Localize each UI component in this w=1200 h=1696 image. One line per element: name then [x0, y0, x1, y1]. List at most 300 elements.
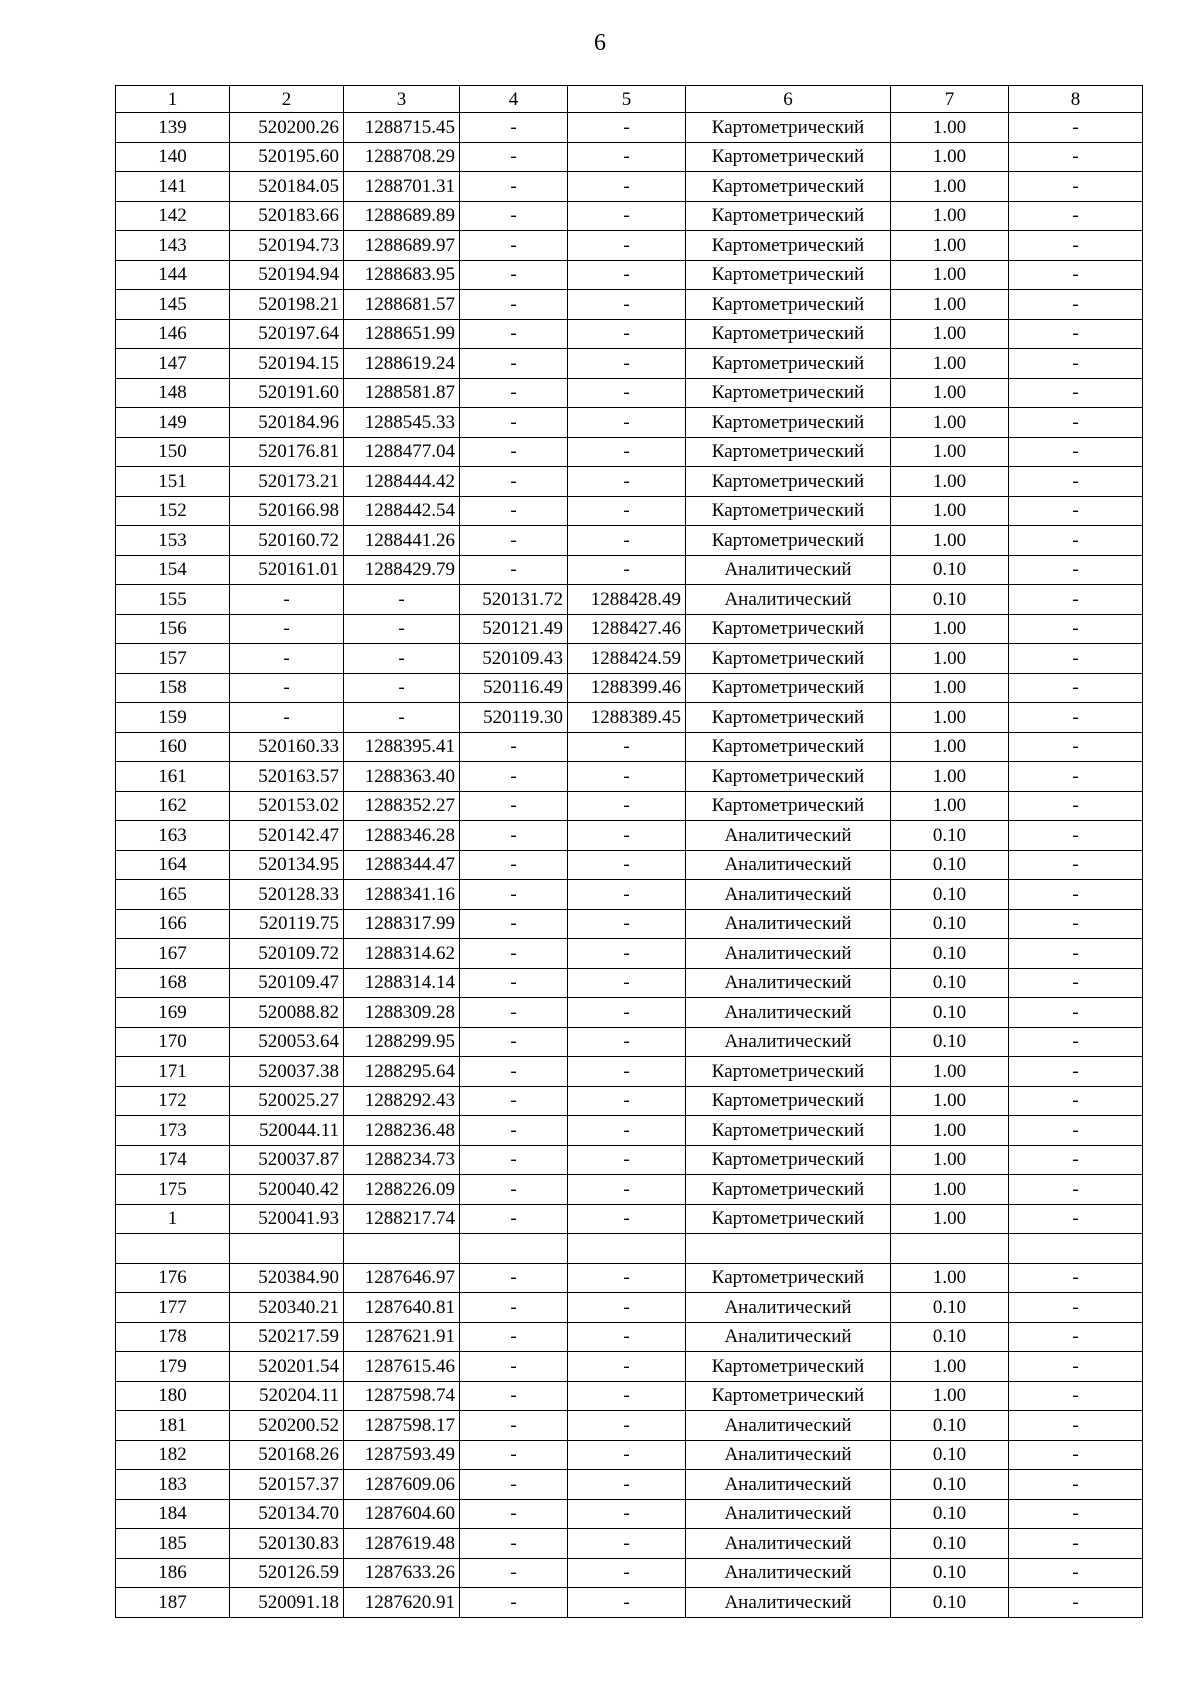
accuracy-cell: 1.00: [891, 319, 1009, 349]
y-coord-cell: 1288708.29: [344, 142, 460, 172]
description-cell: [1009, 1234, 1143, 1264]
new-y-coord-cell: -: [568, 496, 686, 526]
new-y-coord-cell: -: [568, 1588, 686, 1618]
x-coord-cell: 520166.98: [230, 496, 344, 526]
point-number-cell: 156: [116, 614, 230, 644]
point-number-cell: 183: [116, 1470, 230, 1500]
accuracy-cell: 0.10: [891, 555, 1009, 585]
y-coord-cell: 1288651.99: [344, 319, 460, 349]
description-cell: -: [1009, 142, 1143, 172]
method-cell: Аналитический: [686, 585, 891, 615]
description-cell: -: [1009, 1381, 1143, 1411]
accuracy-cell: 1.00: [891, 1381, 1009, 1411]
new-x-coord-cell: -: [460, 201, 568, 231]
new-x-coord-cell: -: [460, 172, 568, 202]
y-coord-cell: 1287620.91: [344, 1588, 460, 1618]
x-coord-cell: 520340.21: [230, 1293, 344, 1323]
new-x-coord-cell: -: [460, 496, 568, 526]
point-number-cell: 169: [116, 998, 230, 1028]
x-coord-cell: 520119.75: [230, 909, 344, 939]
accuracy-cell: 1.00: [891, 260, 1009, 290]
method-cell: Аналитический: [686, 1470, 891, 1500]
y-coord-cell: 1288341.16: [344, 880, 460, 910]
y-coord-cell: 1287633.26: [344, 1558, 460, 1588]
method-cell: Картометрический: [686, 319, 891, 349]
new-x-coord-cell: -: [460, 1116, 568, 1146]
point-number-cell: 140: [116, 142, 230, 172]
table-row: [116, 1145, 1143, 1175]
new-x-coord-cell: -: [460, 142, 568, 172]
accuracy-cell: 1.00: [891, 1057, 1009, 1087]
description-cell: -: [1009, 1352, 1143, 1382]
description-cell: -: [1009, 1057, 1143, 1087]
new-y-coord-cell: -: [568, 762, 686, 792]
description-cell: -: [1009, 1145, 1143, 1175]
new-x-coord-cell: -: [460, 939, 568, 969]
method-cell: Картометрический: [686, 437, 891, 467]
point-number-cell: [116, 1234, 230, 1264]
new-y-coord-cell: -: [568, 526, 686, 556]
accuracy-cell: 1.00: [891, 496, 1009, 526]
new-x-coord-cell: -: [460, 968, 568, 998]
accuracy-cell: 1.00: [891, 673, 1009, 703]
point-number-cell: 151: [116, 467, 230, 497]
description-cell: -: [1009, 1116, 1143, 1146]
new-x-coord-cell: -: [460, 437, 568, 467]
point-number-cell: 170: [116, 1027, 230, 1057]
new-x-coord-cell: 520109.43: [460, 644, 568, 674]
accuracy-cell: 0.10: [891, 1027, 1009, 1057]
new-x-coord-cell: -: [460, 909, 568, 939]
y-coord-cell: 1287598.17: [344, 1411, 460, 1441]
point-number-cell: 139: [116, 113, 230, 143]
description-cell: -: [1009, 378, 1143, 408]
y-coord-cell: 1288395.41: [344, 732, 460, 762]
description-cell: -: [1009, 526, 1143, 556]
x-coord-cell: 520195.60: [230, 142, 344, 172]
y-coord-cell: 1288363.40: [344, 762, 460, 792]
new-y-coord-cell: [568, 1234, 686, 1264]
method-cell: Аналитический: [686, 1411, 891, 1441]
y-coord-cell: -: [344, 585, 460, 615]
accuracy-cell: 1.00: [891, 201, 1009, 231]
y-coord-cell: 1288701.31: [344, 172, 460, 202]
column-header: 2: [230, 86, 344, 113]
method-cell: Аналитический: [686, 1499, 891, 1529]
new-x-coord-cell: -: [460, 1411, 568, 1441]
y-coord-cell: 1288314.14: [344, 968, 460, 998]
point-number-cell: 155: [116, 585, 230, 615]
point-number-cell: 187: [116, 1588, 230, 1618]
method-cell: Аналитический: [686, 998, 891, 1028]
new-x-coord-cell: -: [460, 850, 568, 880]
new-x-coord-cell: -: [460, 319, 568, 349]
method-cell: Аналитический: [686, 850, 891, 880]
point-number-cell: 1: [116, 1204, 230, 1234]
table-row: [116, 437, 1143, 467]
y-coord-cell: 1288545.33: [344, 408, 460, 438]
description-cell: -: [1009, 1027, 1143, 1057]
new-x-coord-cell: -: [460, 1086, 568, 1116]
description-cell: -: [1009, 467, 1143, 497]
x-coord-cell: 520040.42: [230, 1175, 344, 1205]
method-cell: Картометрический: [686, 1145, 891, 1175]
description-cell: -: [1009, 437, 1143, 467]
new-y-coord-cell: -: [568, 1027, 686, 1057]
new-x-coord-cell: -: [460, 526, 568, 556]
x-coord-cell: 520091.18: [230, 1588, 344, 1618]
method-cell: Аналитический: [686, 880, 891, 910]
point-number-cell: 168: [116, 968, 230, 998]
new-y-coord-cell: -: [568, 260, 686, 290]
y-coord-cell: 1288683.95: [344, 260, 460, 290]
point-number-cell: 149: [116, 408, 230, 438]
new-y-coord-cell: -: [568, 1263, 686, 1293]
table-row: [116, 1263, 1143, 1293]
x-coord-cell: 520384.90: [230, 1263, 344, 1293]
accuracy-cell: 0.10: [891, 1322, 1009, 1352]
x-coord-cell: 520197.64: [230, 319, 344, 349]
y-coord-cell: 1288441.26: [344, 526, 460, 556]
y-coord-cell: 1288689.89: [344, 201, 460, 231]
point-number-cell: 186: [116, 1558, 230, 1588]
method-cell: Картометрический: [686, 231, 891, 261]
x-coord-cell: 520163.57: [230, 762, 344, 792]
new-y-coord-cell: -: [568, 909, 686, 939]
point-number-cell: 179: [116, 1352, 230, 1382]
description-cell: -: [1009, 349, 1143, 379]
new-x-coord-cell: -: [460, 1499, 568, 1529]
x-coord-cell: 520194.73: [230, 231, 344, 261]
accuracy-cell: 0.10: [891, 939, 1009, 969]
method-cell: Картометрический: [686, 1086, 891, 1116]
new-y-coord-cell: 1288427.46: [568, 614, 686, 644]
accuracy-cell: 0.10: [891, 880, 1009, 910]
accuracy-cell: 1.00: [891, 1175, 1009, 1205]
table-row: [116, 290, 1143, 320]
new-x-coord-cell: -: [460, 408, 568, 438]
method-cell: Аналитический: [686, 1322, 891, 1352]
point-number-cell: 161: [116, 762, 230, 792]
point-number-cell: 174: [116, 1145, 230, 1175]
x-coord-cell: 520044.11: [230, 1116, 344, 1146]
x-coord-cell: 520088.82: [230, 998, 344, 1028]
point-number-cell: 178: [116, 1322, 230, 1352]
table-row: [116, 1558, 1143, 1588]
new-y-coord-cell: -: [568, 1322, 686, 1352]
description-cell: -: [1009, 1263, 1143, 1293]
method-cell: Аналитический: [686, 1027, 891, 1057]
y-coord-cell: 1288299.95: [344, 1027, 460, 1057]
new-x-coord-cell: -: [460, 1440, 568, 1470]
new-y-coord-cell: -: [568, 408, 686, 438]
table-row: [116, 1470, 1143, 1500]
new-x-coord-cell: -: [460, 791, 568, 821]
point-number-cell: 182: [116, 1440, 230, 1470]
method-cell: Картометрический: [686, 378, 891, 408]
method-cell: Картометрический: [686, 142, 891, 172]
method-cell: Аналитический: [686, 1293, 891, 1323]
y-coord-cell: 1287621.91: [344, 1322, 460, 1352]
method-cell: [686, 1234, 891, 1264]
method-cell: Картометрический: [686, 201, 891, 231]
table-row: [116, 1440, 1143, 1470]
method-cell: Картометрический: [686, 1175, 891, 1205]
method-cell: Картометрический: [686, 1352, 891, 1382]
new-x-coord-cell: -: [460, 231, 568, 261]
y-coord-cell: 1287640.81: [344, 1293, 460, 1323]
new-y-coord-cell: 1288424.59: [568, 644, 686, 674]
accuracy-cell: 0.10: [891, 1411, 1009, 1441]
accuracy-cell: 1.00: [891, 437, 1009, 467]
point-number-cell: 176: [116, 1263, 230, 1293]
table-row: [116, 496, 1143, 526]
point-number-cell: 147: [116, 349, 230, 379]
x-coord-cell: 520204.11: [230, 1381, 344, 1411]
method-cell: Аналитический: [686, 1558, 891, 1588]
new-x-coord-cell: [460, 1234, 568, 1264]
method-cell: Картометрический: [686, 1116, 891, 1146]
x-coord-cell: 520184.05: [230, 172, 344, 202]
new-x-coord-cell: -: [460, 1204, 568, 1234]
x-coord-cell: 520184.96: [230, 408, 344, 438]
new-y-coord-cell: -: [568, 791, 686, 821]
method-cell: Картометрический: [686, 703, 891, 733]
y-coord-cell: 1288442.54: [344, 496, 460, 526]
new-x-coord-cell: 520119.30: [460, 703, 568, 733]
new-y-coord-cell: -: [568, 1204, 686, 1234]
new-x-coord-cell: -: [460, 349, 568, 379]
new-y-coord-cell: -: [568, 201, 686, 231]
new-y-coord-cell: -: [568, 378, 686, 408]
new-y-coord-cell: -: [568, 968, 686, 998]
table-row: [116, 909, 1143, 939]
new-x-coord-cell: -: [460, 1293, 568, 1323]
accuracy-cell: 1.00: [891, 113, 1009, 143]
point-number-cell: 148: [116, 378, 230, 408]
new-x-coord-cell: -: [460, 467, 568, 497]
description-cell: -: [1009, 1322, 1143, 1352]
y-coord-cell: 1288619.24: [344, 349, 460, 379]
table-row: [116, 1175, 1143, 1205]
y-coord-cell: 1288477.04: [344, 437, 460, 467]
accuracy-cell: 1.00: [891, 1352, 1009, 1382]
new-x-coord-cell: -: [460, 1558, 568, 1588]
y-coord-cell: 1287619.48: [344, 1529, 460, 1559]
new-x-coord-cell: -: [460, 880, 568, 910]
description-cell: -: [1009, 614, 1143, 644]
new-x-coord-cell: -: [460, 1057, 568, 1087]
new-x-coord-cell: -: [460, 555, 568, 585]
x-coord-cell: -: [230, 585, 344, 615]
x-coord-cell: 520130.83: [230, 1529, 344, 1559]
point-number-cell: 172: [116, 1086, 230, 1116]
accuracy-cell: 0.10: [891, 1293, 1009, 1323]
y-coord-cell: 1288317.99: [344, 909, 460, 939]
table-row: [116, 1322, 1143, 1352]
new-y-coord-cell: -: [568, 290, 686, 320]
y-coord-cell: 1288689.97: [344, 231, 460, 261]
new-y-coord-cell: -: [568, 1411, 686, 1441]
table-row: [116, 1057, 1143, 1087]
x-coord-cell: [230, 1234, 344, 1264]
table-row: [116, 378, 1143, 408]
y-coord-cell: 1288581.87: [344, 378, 460, 408]
new-y-coord-cell: -: [568, 880, 686, 910]
new-y-coord-cell: -: [568, 939, 686, 969]
description-cell: -: [1009, 555, 1143, 585]
description-cell: -: [1009, 1175, 1143, 1205]
accuracy-cell: 0.10: [891, 909, 1009, 939]
new-y-coord-cell: -: [568, 1086, 686, 1116]
table-row: [116, 1204, 1143, 1234]
x-coord-cell: 520109.72: [230, 939, 344, 969]
x-coord-cell: 520157.37: [230, 1470, 344, 1500]
x-coord-cell: 520037.38: [230, 1057, 344, 1087]
point-number-cell: 160: [116, 732, 230, 762]
new-x-coord-cell: -: [460, 1529, 568, 1559]
new-y-coord-cell: -: [568, 1293, 686, 1323]
method-cell: Картометрический: [686, 1263, 891, 1293]
table-row: [116, 585, 1143, 615]
description-cell: -: [1009, 113, 1143, 143]
new-x-coord-cell: -: [460, 732, 568, 762]
description-cell: -: [1009, 319, 1143, 349]
accuracy-cell: 1.00: [891, 1116, 1009, 1146]
description-cell: -: [1009, 231, 1143, 261]
table-row: [116, 1352, 1143, 1382]
point-number-cell: 142: [116, 201, 230, 231]
description-cell: -: [1009, 703, 1143, 733]
table-row: [116, 201, 1143, 231]
description-cell: -: [1009, 1086, 1143, 1116]
table-row: [116, 1499, 1143, 1529]
method-cell: Аналитический: [686, 555, 891, 585]
new-y-coord-cell: -: [568, 113, 686, 143]
x-coord-cell: 520109.47: [230, 968, 344, 998]
method-cell: Картометрический: [686, 526, 891, 556]
table-row: [116, 880, 1143, 910]
method-cell: Картометрический: [686, 260, 891, 290]
description-cell: -: [1009, 880, 1143, 910]
y-coord-cell: 1287604.60: [344, 1499, 460, 1529]
new-x-coord-cell: -: [460, 290, 568, 320]
method-cell: Картометрический: [686, 1057, 891, 1087]
x-coord-cell: -: [230, 703, 344, 733]
column-header: 6: [686, 86, 891, 113]
new-x-coord-cell: 520121.49: [460, 614, 568, 644]
new-x-coord-cell: -: [460, 1027, 568, 1057]
point-number-cell: 171: [116, 1057, 230, 1087]
table-row: [116, 142, 1143, 172]
description-cell: -: [1009, 1499, 1143, 1529]
new-y-coord-cell: -: [568, 555, 686, 585]
new-y-coord-cell: 1288389.45: [568, 703, 686, 733]
description-cell: -: [1009, 939, 1143, 969]
table-row: [116, 1411, 1143, 1441]
new-y-coord-cell: -: [568, 467, 686, 497]
x-coord-cell: 520160.33: [230, 732, 344, 762]
accuracy-cell: 0.10: [891, 998, 1009, 1028]
y-coord-cell: 1288234.73: [344, 1145, 460, 1175]
x-coord-cell: 520134.95: [230, 850, 344, 880]
method-cell: Картометрический: [686, 762, 891, 792]
method-cell: Картометрический: [686, 113, 891, 143]
x-coord-cell: 520191.60: [230, 378, 344, 408]
method-cell: Аналитический: [686, 968, 891, 998]
x-coord-cell: 520134.70: [230, 1499, 344, 1529]
accuracy-cell: 1.00: [891, 614, 1009, 644]
column-header: 3: [344, 86, 460, 113]
y-coord-cell: 1288715.45: [344, 113, 460, 143]
accuracy-cell: [891, 1234, 1009, 1264]
accuracy-cell: 1.00: [891, 644, 1009, 674]
accuracy-cell: 1.00: [891, 732, 1009, 762]
point-number-cell: 152: [116, 496, 230, 526]
y-coord-cell: 1288429.79: [344, 555, 460, 585]
x-coord-cell: 520142.47: [230, 821, 344, 851]
point-number-cell: 175: [116, 1175, 230, 1205]
point-number-cell: 165: [116, 880, 230, 910]
description-cell: -: [1009, 1293, 1143, 1323]
x-coord-cell: 520201.54: [230, 1352, 344, 1382]
description-cell: -: [1009, 201, 1143, 231]
table-row: [116, 1588, 1143, 1618]
table-row: [116, 1234, 1143, 1264]
point-number-cell: 166: [116, 909, 230, 939]
new-y-coord-cell: -: [568, 1175, 686, 1205]
column-header: 4: [460, 86, 568, 113]
x-coord-cell: 520153.02: [230, 791, 344, 821]
x-coord-cell: 520200.26: [230, 113, 344, 143]
description-cell: -: [1009, 762, 1143, 792]
description-cell: -: [1009, 909, 1143, 939]
table-row: [116, 260, 1143, 290]
y-coord-cell: 1288295.64: [344, 1057, 460, 1087]
accuracy-cell: 0.10: [891, 1529, 1009, 1559]
y-coord-cell: 1288217.74: [344, 1204, 460, 1234]
description-cell: -: [1009, 850, 1143, 880]
table-row: [116, 113, 1143, 143]
new-x-coord-cell: -: [460, 821, 568, 851]
table-row: [116, 673, 1143, 703]
method-cell: Аналитический: [686, 1529, 891, 1559]
table-row: [116, 614, 1143, 644]
x-coord-cell: 520173.21: [230, 467, 344, 497]
point-number-cell: 184: [116, 1499, 230, 1529]
method-cell: Картометрический: [686, 732, 891, 762]
accuracy-cell: 1.00: [891, 1145, 1009, 1175]
new-x-coord-cell: -: [460, 1145, 568, 1175]
point-number-cell: 177: [116, 1293, 230, 1323]
description-cell: -: [1009, 998, 1143, 1028]
new-y-coord-cell: -: [568, 142, 686, 172]
accuracy-cell: 1.00: [891, 526, 1009, 556]
table-row: [116, 850, 1143, 880]
x-coord-cell: 520217.59: [230, 1322, 344, 1352]
description-cell: -: [1009, 290, 1143, 320]
table-row: [116, 968, 1143, 998]
new-y-coord-cell: -: [568, 1529, 686, 1559]
method-cell: Аналитический: [686, 821, 891, 851]
accuracy-cell: 1.00: [891, 791, 1009, 821]
description-cell: -: [1009, 408, 1143, 438]
description-cell: -: [1009, 791, 1143, 821]
x-coord-cell: 520025.27: [230, 1086, 344, 1116]
point-number-cell: 163: [116, 821, 230, 851]
point-number-cell: 180: [116, 1381, 230, 1411]
y-coord-cell: 1288346.28: [344, 821, 460, 851]
